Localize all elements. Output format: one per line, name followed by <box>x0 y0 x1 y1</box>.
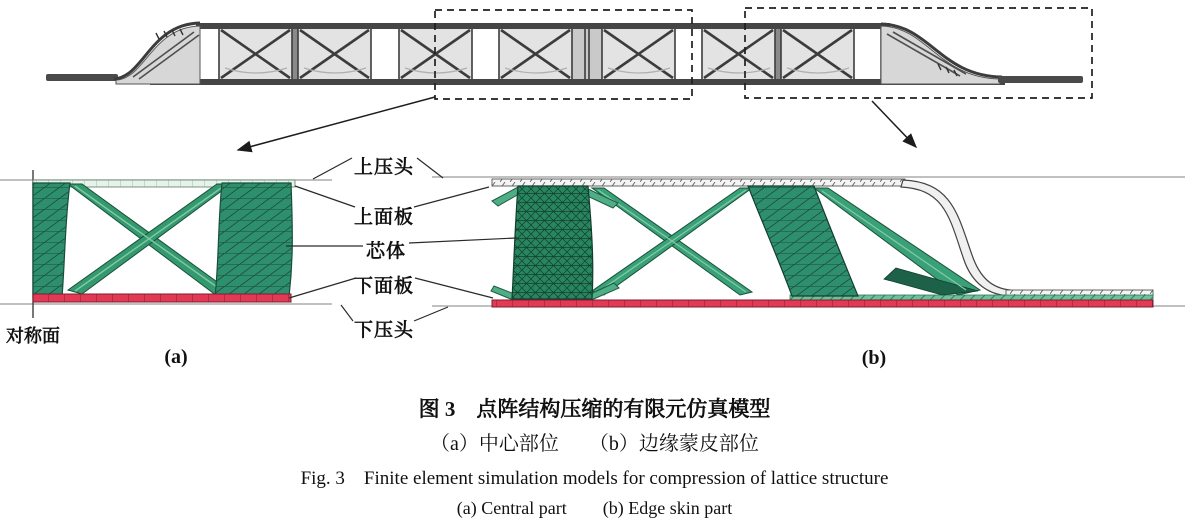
core-x-braces-a <box>68 184 231 296</box>
view-b-edge-skin-part <box>432 177 1185 307</box>
upper-skin-strip-b <box>492 179 905 186</box>
lower-face-sheet-a <box>33 294 291 302</box>
lower-face-sheet-b <box>492 300 1153 307</box>
core-right-pillar-a <box>215 183 292 297</box>
label-symmetry-plane: 对称面 <box>6 326 60 346</box>
caption-subtitle-en: (a) Central part (b) Edge skin part <box>456 498 733 518</box>
view-a-central-part <box>0 170 332 318</box>
panel-right-ramp <box>881 24 1083 84</box>
label-subfigure-a: (a) <box>164 346 188 368</box>
label-lower-panel: 下面板 <box>353 276 415 297</box>
panel-top-skin <box>196 23 890 29</box>
core-left-pillar-a <box>33 183 70 297</box>
label-upper-indenter: 上压头 <box>353 157 415 178</box>
label-upper-panel: 上面板 <box>353 207 415 228</box>
panel-cross-section <box>46 23 1083 85</box>
panel-bottom-skin <box>150 79 1005 85</box>
caption-title-en: Fig. 3 Finite element simulation models for compression of lattice structure <box>300 468 889 489</box>
label-lower-indenter: 下压头 <box>353 320 415 341</box>
label-subfigure-b: (b) <box>861 347 887 369</box>
core-pillar1-b <box>491 186 619 302</box>
arrow-to-view-a <box>238 97 435 150</box>
caption-title-zh: 图 3 点阵结构压缩的有限元仿真模型 <box>418 397 771 421</box>
label-core: 芯体 <box>365 241 407 262</box>
panel-joint-column <box>572 29 602 79</box>
arrow-to-view-b <box>872 101 916 147</box>
caption-subtitle-zh: （a）中心部位 （b）边缘蒙皮部位 <box>430 433 759 455</box>
panel-left-ramp <box>46 23 200 84</box>
